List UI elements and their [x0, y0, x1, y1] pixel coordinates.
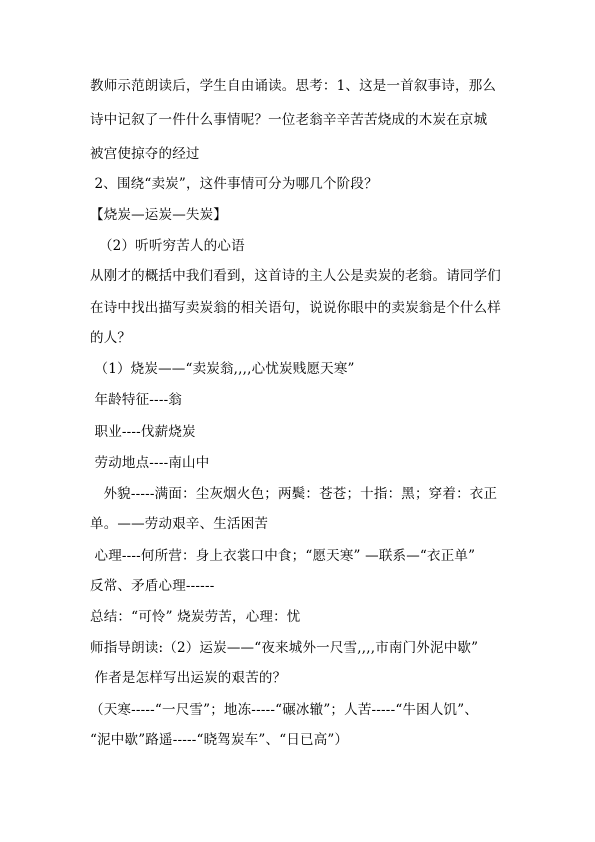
- text-line: 总结：“可怜” 烧炭劳苦，心理：忧: [90, 609, 301, 625]
- text-line: 师指导朗读:（2）运炭——“夜来城外一尺雪,,,,市南门外泥中歇”: [90, 640, 479, 656]
- text-line: 职业----伐薪烧炭: [90, 424, 196, 440]
- text-line: 诗中记叙了一件什么事情呢？一位老翁辛辛苦苦烧成的木炭在京城: [90, 112, 488, 128]
- text-line: 2、围绕“卖炭”，这件事情可分为哪几个阶段？: [90, 176, 378, 192]
- text-line: 教师示范朗读后，学生自由诵读。思考：1、这是一首叙事诗，那么: [90, 78, 497, 94]
- text-line: 【烧炭—运炭—失炭】: [90, 207, 227, 223]
- text-line: 的人？: [90, 330, 132, 346]
- text-line: （2）听听穷苦人的心语: [90, 238, 245, 254]
- text-line: 被宫使掠夺的经过: [90, 146, 200, 162]
- text-line: 从刚才的概括中我们看到，这首诗的主人公是卖炭的老翁。请同学们: [90, 268, 501, 284]
- text-line: “泥中歇”路遥-----“晓驾炭车”、“日已高”）: [90, 732, 349, 748]
- text-line: 心理----何所营：身上衣裳口中食；“愿天寒” —联系—“衣正单”: [90, 548, 476, 564]
- text-line: （1）烧炭——“卖炭翁,,,,心忧炭贱愿天寒”: [90, 361, 355, 377]
- text-line: 在诗中找出描写卖炭翁的相关语句，说说你眼中的卖炭翁是个什么样: [90, 300, 501, 316]
- text-line: （天寒-----“一尺雪”；地冻-----“碾冰辙”；人苦-----“牛困人饥”、: [90, 702, 479, 718]
- text-line: 单。——劳动艰辛、生活困苦: [90, 516, 269, 532]
- text-line: 劳动地点----南山中: [90, 455, 210, 471]
- text-line: 反常、矛盾心理------: [90, 578, 215, 594]
- text-line: 作者是怎样写出运炭的艰苦的？: [90, 670, 287, 686]
- text-line: 年龄特征----翁: [90, 392, 183, 408]
- text-line: 外貌-----满面：尘灰烟火色；两鬓：苍苍；十指：黑；穿着：衣正: [90, 486, 498, 502]
